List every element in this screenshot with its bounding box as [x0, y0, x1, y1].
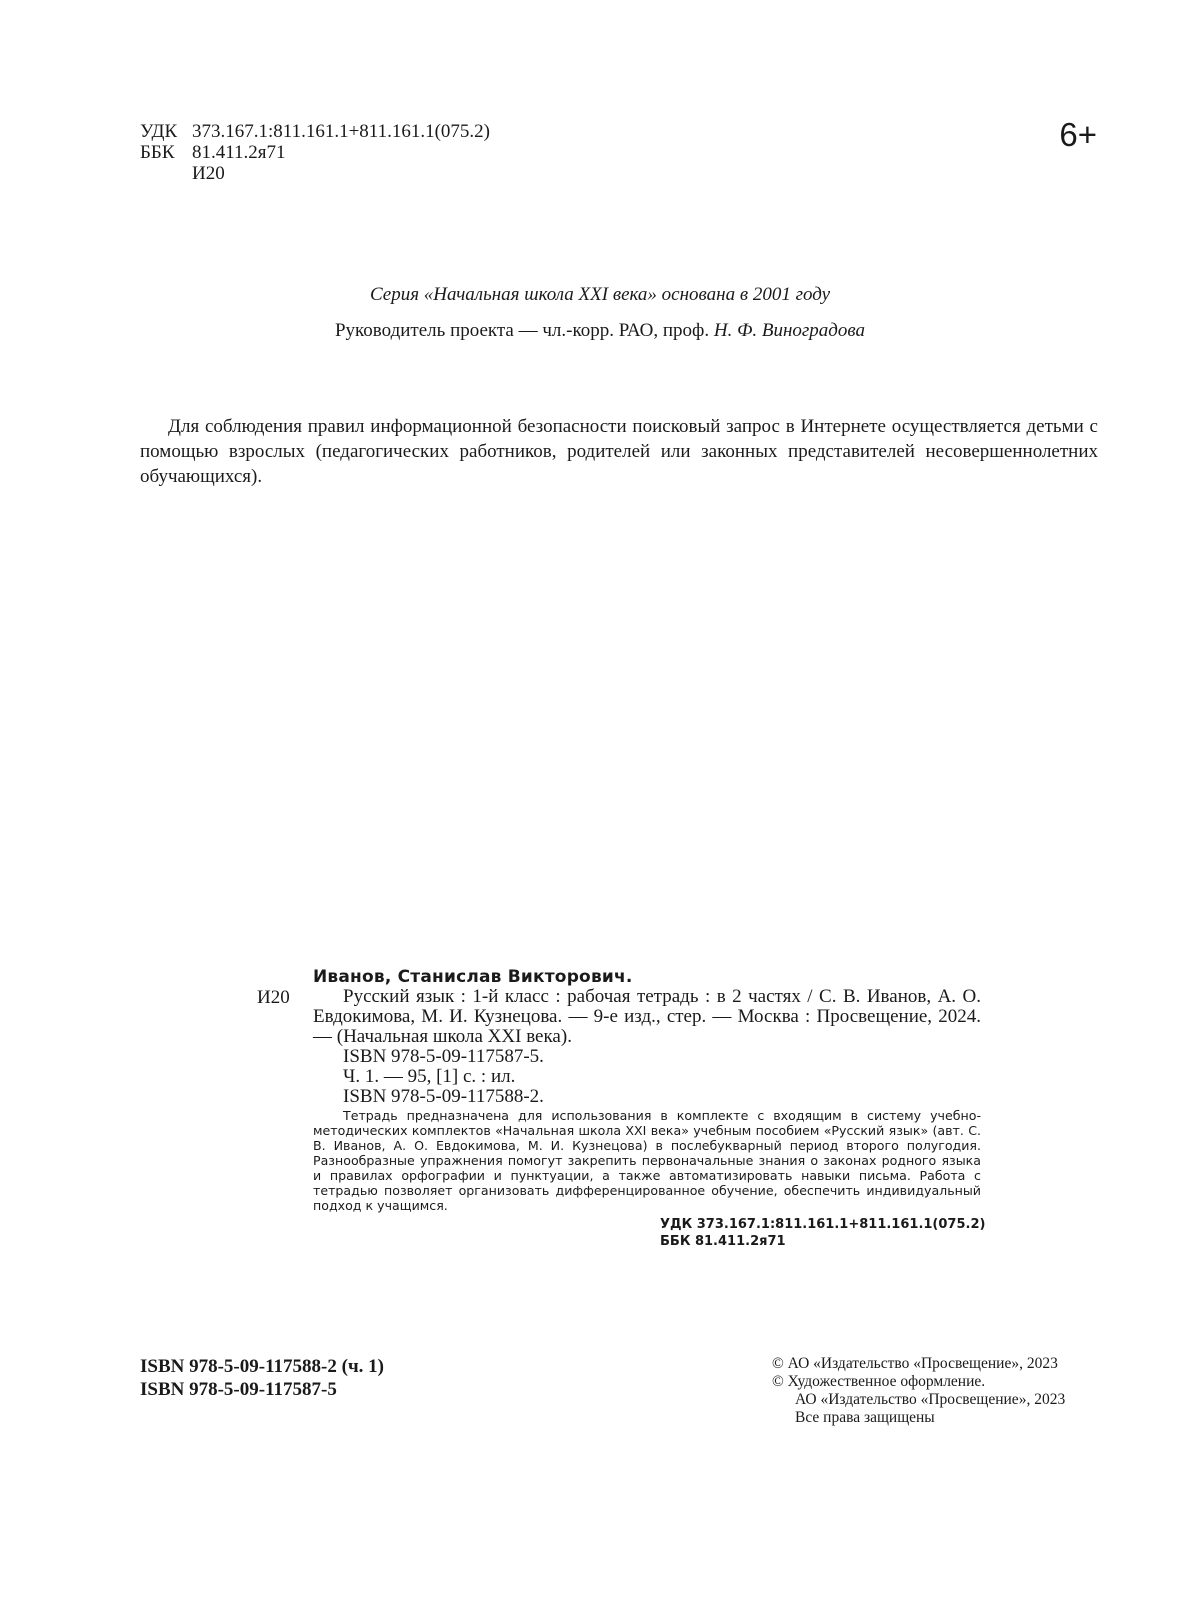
- author-index: И20: [192, 163, 225, 184]
- copyright-line-3: АО «Издательство «Просвещение», 2023: [795, 1391, 1066, 1408]
- project-leader-name: Н. Ф. Виноградова: [713, 320, 866, 341]
- catalog-author: Иванов, Станислав Викторович.: [313, 967, 633, 987]
- copyright-line-4: Все права защищены: [795, 1409, 935, 1426]
- catalog-codes: [660, 1216, 986, 1250]
- catalog-index: И20: [257, 987, 290, 1008]
- project-leader-prefix: Руководитель проекта — чл.-корр. РАО, проф.: [334, 320, 710, 341]
- bbk-value: 81.411.2я71: [192, 142, 286, 163]
- catalog-annotation: Тетрадь предназначена для использования в комплекте с входящим в систему учебно-методических комплектов «Начальная школа XXI века» учебным пособием «Русский язык» (авт. С. В. Иванов, А. О. Евдокимова, М. И. Кузнецова) в послебукварный период второго полугодия. Разнообразные упражнения помогут закрепить первоначальные знания о законах родного языка и правилах орфографии и пунктуации, а также автоматизировать навыки письма. Работа с тетрадью позволяет организовать дифференцированное обучение, обеспечить индивидуальный подход к учащимся.: [313, 1108, 981, 1213]
- isbn-set: ISBN 978-5-09-117587-5: [140, 1379, 337, 1400]
- udk-value: 373.167.1:811.161.1+811.161.1(075.2): [192, 121, 490, 142]
- catalog-part: Ч. 1. — 95, [1] с. : ил.: [343, 1066, 516, 1087]
- catalog-description: Русский язык : 1-й класс : рабочая тетрадь : в 2 частях / С. В. Иванов, А. О. Евдокимова, М. И. Кузнецова. — 9-е изд., стер. — Москва : Просвещение, 2024. — (Начальная школа XXI века).: [313, 986, 981, 1047]
- isbn-part1: ISBN 978-5-09-117588-2 (ч. 1): [140, 1356, 384, 1377]
- catalog-isbn-part: ISBN 978-5-09-117588-2.: [343, 1086, 544, 1107]
- copyright-block: [772, 1355, 1065, 1427]
- catalog-isbn-set: ISBN 978-5-09-117587-5.: [343, 1046, 544, 1067]
- age-rating: 6+: [1059, 116, 1097, 153]
- udk-bbk-block: [140, 121, 490, 184]
- bbk-label: ББК: [140, 142, 175, 163]
- series-line: Серия «Начальная школа XXI века» основана в 2001 году: [369, 284, 831, 305]
- copyright-line-1: © АО «Издательство «Просвещение», 2023: [772, 1355, 1058, 1372]
- udk-label: УДК: [140, 121, 178, 142]
- catalog-bbk-code: ББК 81.411.2я71: [660, 1234, 786, 1249]
- copyright-line-2: © Художественное оформление.: [772, 1373, 986, 1390]
- isbn-block: [140, 1355, 384, 1401]
- safety-notice: Для соблюдения правил информационной безопасности поисковый запрос в Интернете осуществляется детьми с помощью взрослых (педагогических работников, родителей или законных представителей несовершеннолетних обучающихся).: [140, 416, 1098, 487]
- project-leader: [0, 320, 1200, 342]
- catalog-card: [313, 967, 986, 1250]
- catalog-udk-code: УДК 373.167.1:811.161.1+811.161.1(075.2): [660, 1217, 986, 1232]
